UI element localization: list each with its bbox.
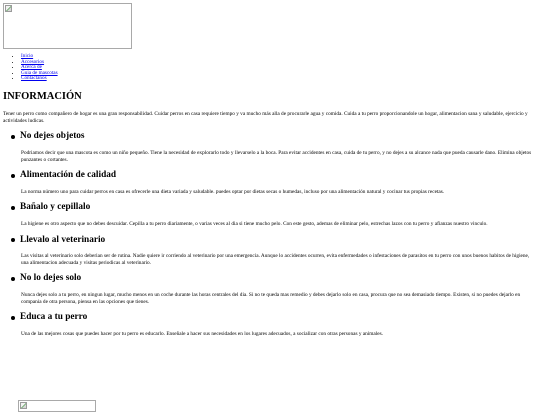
section-veterinario	[3, 235, 537, 267]
section-educa	[3, 312, 537, 337]
nav-link-contactanos[interactable]: Contactanos	[21, 75, 47, 82]
bottom-image	[18, 400, 96, 412]
bullet-icon	[11, 135, 15, 139]
section-heading	[11, 312, 537, 324]
section-heading-text: Bañalo y cepillalo	[20, 202, 91, 213]
section-heading	[11, 202, 537, 214]
section-heading-text: Llevalo al veterinario	[20, 234, 106, 245]
section-no-dejes-objetos	[3, 131, 537, 163]
section-heading-text: Educa a tu perro	[20, 312, 88, 323]
section-heading-text: No lo dejes solo	[20, 273, 82, 284]
section-body: La higiene es otro aspecto que no debes descuidar. Cepilla a tu perro diariamente, o varias veces al dia si tiene mucho pelo. Con este gesto, ademas de eliminar pelo, estrechas lazos con tu perro y afianzas nuestro vinculo.	[21, 220, 488, 227]
section-banalo	[3, 202, 537, 227]
section-body: La norma número uno para cuidar perros en casa es ofrecerle una dieta variada y saludable. puedes optar por dietas secas o humedas, incluso por una alimentación natural y cocinar tus propias recetas.	[21, 188, 445, 195]
nav-link-accesorios[interactable]: Accesorios	[21, 58, 45, 65]
section-heading	[11, 273, 537, 285]
broken-image-icon	[20, 402, 27, 409]
section-heading	[11, 235, 537, 247]
bullet-icon	[11, 174, 15, 178]
bullet-icon	[11, 206, 15, 210]
section-no-lo-dejes-solo	[3, 273, 537, 305]
nav-item-contactanos	[21, 76, 537, 82]
nav-link-guia-de-mascotas[interactable]: Guia de mascotas	[21, 69, 58, 76]
section-heading-text: Alimentación de calidad	[20, 170, 117, 181]
section-body: Una de las mejores cosas que puedes hacer por tu perro es educarlo. Enseñale a hacer sus necesidades en los lugares adecuados, a socializar con otras personas y animales.	[21, 330, 383, 337]
nav-link-acerca-de[interactable]: Acerca de	[21, 64, 42, 71]
broken-image-icon	[5, 5, 12, 12]
bullet-icon	[11, 277, 15, 281]
section-alimentacion	[3, 170, 537, 195]
bullet-icon	[11, 238, 15, 242]
section-heading	[11, 131, 537, 143]
page-title: INFORMACIÓN	[3, 90, 82, 102]
section-heading	[11, 170, 537, 182]
nav-link-inicio[interactable]: Inicio	[21, 53, 34, 59]
section-body: Nunca dejes solo a tu perro, en ningun lugar, mucho menos en un coche durante las horas centrales del dia. Si no te queda mas remedio y debes dejarlo solo en casa, procura que no sea demasiado tiempo. Existen, si no puedes dejarlo en compania de otra persona, piensa en las opciones que tienes.	[21, 292, 521, 305]
bullet-icon	[11, 316, 15, 320]
logo-image	[3, 3, 132, 49]
main-nav	[3, 54, 537, 82]
section-heading-text: No dejes objetos	[20, 131, 85, 142]
section-body: Las visitas al veterinario solo deberian ser de rutina. Nadie quiere ir corriendo al veterinario por una emergencia. Aunque lo accidentes ocurren, evita enfermedades o infestaciones de parasitos en tu perro con unos buenos habitos de higiene, una alimentacion adecuada y visitas periodicas al veterinario.	[21, 253, 530, 266]
section-body: Podriamos decir que una mascota es como un niño pequeño. Tiene la necesidad de explorarlo todo y llevarselo a la boca. Para evitar accidentes en casa, cuida de tu perro, y no dejes a su alcance nada que pueda causarle dano. Elimina objetos punzantes o cortantes.	[21, 149, 532, 163]
intro-paragraph: Tener un perro como compañero de hogar es una gran responsabilidad. Cuidar perros en casa requiere tiempo y va mucho más alla de procurarle agua y comida. Cuida a tu perro proporcionandole un hogar, alimentacion sana y saludable, ejercicio y actividades ludicas.	[3, 111, 528, 124]
